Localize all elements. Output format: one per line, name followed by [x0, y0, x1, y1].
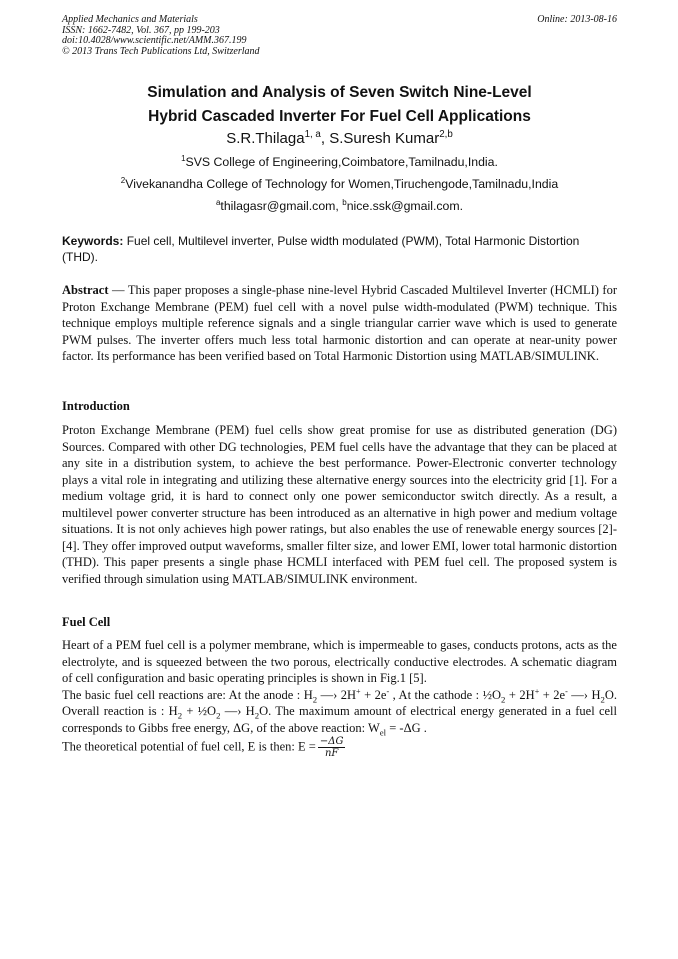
fuel-cell-paragraph: Heart of a PEM fuel cell is a polymer membrane, which is impermeable to gases, conducts protons, acts as the electrolyte, and is squeezed between the two porous, electrically conductive electrodes. A schematic diagram of cell configuration and basic operating principles is shown in Fig.1 [5]. — [62, 638, 617, 685]
email-line — [62, 199, 617, 214]
keywords-label: Keywords: — [62, 234, 124, 248]
online-date: Online: 2013-08-16 — [537, 14, 617, 25]
gibbs-text: O. The maximum amount of electrical energy generated in a fuel cell corresponds to Gibbs free energy, ΔG, of the above reaction: W — [62, 704, 617, 735]
anode-electrons: + 2e — [360, 687, 387, 702]
cathode-h: + 2H — [505, 687, 535, 702]
anode-h: H — [303, 687, 313, 702]
author-1-affiliation: 1, a — [304, 129, 321, 140]
overall-h-sub: 2 — [177, 710, 183, 721]
w-el-sub: el — [379, 727, 387, 737]
overall-intro: O. Overall reaction is : H — [62, 687, 618, 718]
affiliation-1-marker: 1 — [181, 153, 186, 163]
anode-arrow: —› 2H — [317, 687, 357, 702]
potential-equation — [62, 736, 617, 759]
author-2-affiliation: 2,b — [439, 129, 453, 140]
email-b-marker: b — [342, 197, 347, 207]
introduction-heading: Introduction — [62, 399, 130, 413]
copyright-line: © 2013 Trans Tech Publications Ltd, Switzerland — [62, 45, 260, 57]
affiliation-2 — [62, 177, 617, 192]
author-2: S.Suresh Kumar — [329, 130, 440, 147]
author-separator: , — [320, 130, 330, 147]
paper-title — [62, 81, 617, 129]
fuel-cell-heading: Fuel Cell — [62, 615, 111, 629]
fraction-denominator: nF — [324, 748, 339, 759]
fraction-numerator: −ΔG — [319, 736, 344, 747]
affiliation-1 — [62, 155, 617, 170]
anode-h-sub: 2 — [312, 694, 318, 704]
email-a[interactable]: thilagasr@gmail.com, — [220, 199, 343, 213]
email-a-marker: a — [215, 197, 221, 207]
abstract-label: Abstract — [62, 283, 109, 297]
title-line-2: Hybrid Cascaded Inverter For Fuel Cell Applications — [148, 108, 531, 125]
author-list — [62, 130, 617, 148]
cathode-plus: + — [534, 686, 540, 696]
anode-minus: - — [386, 686, 390, 696]
overall-arrow: —› H — [220, 704, 255, 718]
doi-line[interactable]: doi:10.4028/www.scientific.net/AMM.367.199 — [62, 35, 247, 46]
potential-fraction — [318, 736, 346, 759]
title-line-1: Simulation and Analysis of Seven Switch Nine-Level — [147, 84, 532, 101]
email-b[interactable]: nice.ssk@gmail.com. — [346, 199, 464, 213]
journal-header — [62, 15, 617, 57]
cathode-h2o-sub: 2 — [600, 694, 605, 704]
cathode-electrons: + 2e — [539, 687, 566, 702]
cathode-o: ½O — [482, 687, 502, 702]
abstract-text: — This paper proposes a single-phase nine-level Hybrid Cascaded Multilevel Inverter (HCMLI) for Proton Exchange Membrane (PEM) fuel cell with a novel pulse width-modulated (PWM) technique. This technique employs multiple reference signals and a single triangular carrier wave which is used to generate PWM pulses. The inverter offers much less total harmonic distortion and can operate at near-unity power factor. Its performance has been verified based on Total Harmonic Distortion using MATLAB/SIMULINK. — [62, 283, 617, 363]
anode-plus: + — [356, 686, 361, 696]
potential-text: The theoretical potential of fuel cell, E is then: E = — [62, 739, 316, 754]
reactions-intro: The basic fuel cell reactions are: At the anode : — [62, 687, 304, 702]
cathode-intro: , At the cathode : — [389, 687, 483, 702]
cathode-o-sub: 2 — [501, 694, 506, 704]
w-equation: = -ΔG . — [386, 720, 427, 735]
overall-h2o-sub: 2 — [254, 710, 260, 721]
affiliation-2-text: Vivekanandha College of Technology for Women,Tiruchengode,Tamilnadu,India — [125, 177, 559, 191]
keywords — [62, 233, 617, 265]
fuel-cell-reactions — [62, 687, 617, 737]
introduction-text: Proton Exchange Membrane (PEM) fuel cells show great promise for use as distributed generation (DG) Sources. Compared with other DG technologies, PEM fuel cells have the advantage that they can be placed at any site in a distribution system, to achieve the best performance. Power-Electronic converter technology plays a vital role in integrating and utilizing these alternative energy sources into the electricity grid [1]. For a medium voltage grid, it is hard to connect only one power semiconductor switch directly. As a result, a multilevel power converter structure has been introduced as an alternative in high power and medium voltage situations. It is not only achieves high power ratings, but also enables the use of renewable energy sources [2]-[4]. They offer improved output waveforms, smaller filter size, and lower EMI, lower total harmonic distortion (THD). This paper presents a single phase HCMLI interfaced with PEM fuel cell. The proposed system is verified through simulation using MATLAB/SIMULINK environment. — [62, 423, 617, 586]
affiliation-1-text: SVS College of Engineering,Coimbatore,Tamilnadu,India. — [185, 155, 498, 169]
abstract — [62, 282, 617, 365]
cathode-arrow: —› H — [567, 687, 601, 702]
author-1: S.R.Thilaga — [226, 130, 305, 147]
affiliation-2-marker: 2 — [120, 175, 126, 185]
fuel-cell-section — [62, 637, 617, 759]
issn-line: ISSN: 1662-7482, Vol. 367, pp 199-203 — [62, 24, 220, 36]
cathode-minus: - — [565, 686, 568, 696]
journal-name: Applied Mechanics and Materials — [62, 14, 198, 25]
overall-o: + ½O — [182, 704, 217, 718]
keywords-text: Fuel cell, Multilevel inverter, Pulse width modulated (PWM), Total Harmonic Distortion (THD). — [62, 234, 580, 264]
overall-o-sub: 2 — [216, 710, 221, 721]
